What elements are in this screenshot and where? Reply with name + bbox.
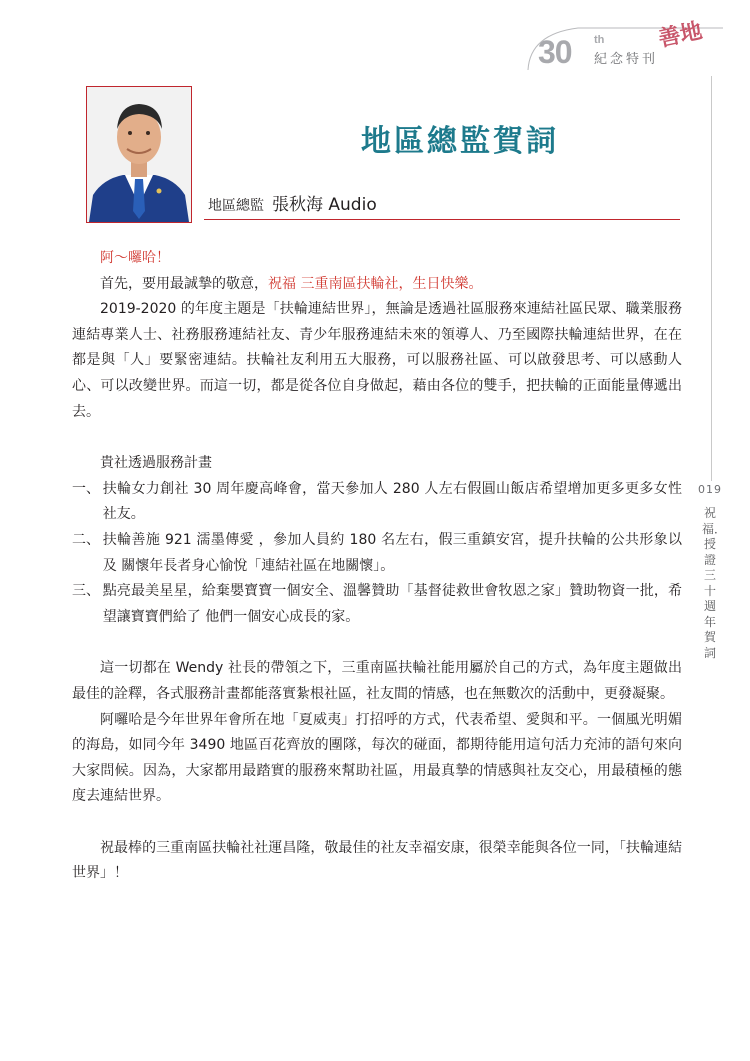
list-item xyxy=(72,528,682,579)
opening-text: 首先，要用最誠摯的敬意， xyxy=(100,275,268,292)
list-item-text: 扶輪善施 921 濡墨傳愛 ，參加人員約 180 名左右，假三重鎮安宮，提升扶輪的公共形象以及 關懷年長者身心愉悅「連結社區在地關懷」。 xyxy=(102,531,682,574)
byline-divider xyxy=(204,219,680,220)
paragraph-closing: 祝最棒的三重南區扶輪社社運昌隆，敬最佳的社友幸福安康，很榮幸能與各位一同，「扶輪連結世界」！ xyxy=(72,839,682,882)
list-item-text: 點亮最美星星，給棄嬰寶寶一個安全、溫馨贊助「基督徒救世會牧恩之家」贊助物資一批，希望讓寶寶們給了 他們一個安心成長的家。 xyxy=(102,583,682,625)
vertical-section-caption: 祝福．授證三十週年賀詞 xyxy=(702,506,727,660)
letter-body xyxy=(72,246,682,887)
anniversary-badge xyxy=(508,14,738,74)
opening-highlight: 祝福 三重南區扶輪社，生日快樂。 xyxy=(268,275,483,292)
badge-number: 30 xyxy=(538,34,572,70)
list-heading: 貴社透過服務計畫 xyxy=(100,455,212,472)
portrait-photo xyxy=(86,86,192,223)
badge-suffix: th xyxy=(594,34,605,46)
byline-name: 張秋海 Audio xyxy=(272,195,377,215)
paragraph-theme: 2019-2020 的年度主題是「扶輪連結世界」，無論是透過社區服務來連結社區民眾、職業服務連結專業人士、社務服務連結社友、青少年服務連結未來的領導人、乃至國際扶輪連結世界，在在都是與「人」要緊密連結。扶輪社友利用五大服務，可以服務社區、可以啟發思考、可以感動人心、可以改變世界。而這一切，都是從各位自身做起，藉由各位的雙手，把扶輪的正面能量傳遞出去。 xyxy=(72,301,682,420)
paragraph-aloha: 阿囉哈是今年世界年會所在地「夏威夷」打招呼的方式，代表希望、愛與和平。一個風光明媚的海島，如同今年 3490 地區百花齊放的團隊，每次的碰面，都期待能用這句活力充沛的語句來向大家問候。因為，大家都用最踏實的服務來幫助社區，用最真摯的情感與社友交心，用最積極的態度去連結世界。 xyxy=(72,711,682,805)
list-item-text: 扶輪女力創社 30 周年慶高峰會，當天參加人 280 人左右假圓山飯店希望增加更多更多女性社友。 xyxy=(102,480,682,523)
page-number: 019 xyxy=(698,483,722,496)
list-item-number: 一、 xyxy=(72,480,100,497)
list-item xyxy=(72,579,682,630)
paragraph-leadership: 這一切都在 Wendy 社長的帶領之下，三重南區扶輪社能用屬於自己的方式，為年度主題做出最佳的詮釋，各式服務計畫都能落實紮根社區，社友間的情感，也在無數次的活動中，更發凝聚。 xyxy=(72,660,682,702)
page-title: 地區總監賀詞 xyxy=(361,124,559,159)
portrait-icon xyxy=(87,87,191,222)
service-project-list xyxy=(72,477,682,631)
right-margin-rule xyxy=(711,76,712,481)
list-item-number: 三、 xyxy=(72,583,100,600)
spacer xyxy=(72,810,682,836)
list-item xyxy=(72,477,682,528)
badge-text: 紀念特刊 xyxy=(594,52,659,67)
list-item-number: 二、 xyxy=(72,531,100,548)
byline-role: 地區總監 xyxy=(208,198,264,214)
paragraph-opening xyxy=(72,272,682,298)
badge-brush-calligraphy: 善地 xyxy=(656,17,705,53)
spacer xyxy=(72,425,682,451)
spacer xyxy=(72,630,682,656)
byline xyxy=(208,190,377,215)
greeting: 阿～囉哈！ xyxy=(100,250,170,266)
